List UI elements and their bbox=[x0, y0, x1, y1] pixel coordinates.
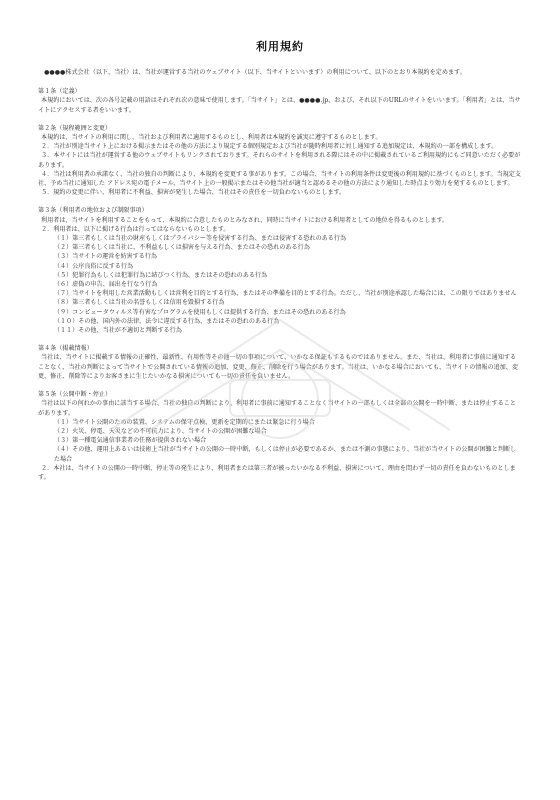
section-heading: 第３条（利用者の地位および制限事項） bbox=[38, 207, 148, 215]
list-item: （１）第三者もしくは当社の財産もしくはプライバシー等を侵害する行為、または侵害する恐れのある行為 bbox=[53, 235, 347, 243]
list-item: （５）犯罪行為もしくは犯罪行為に結びつく行為、またはその恐れのある行為 bbox=[53, 271, 268, 279]
section-paragraph: 利用者は、当サイトを利用することをもって、本規約に合意したものとみなされ、同時に当サイトにおける利用者としての地位を得るものとします。 bbox=[41, 216, 449, 224]
list-item: （６）虚偽の申告、届出を行なう行為 bbox=[53, 281, 158, 289]
list-item: （３）第一種電気通信事業者の任務が提供されない場合 bbox=[53, 437, 207, 445]
section-paragraph: ２．利用者は、以下に掲げる行為は行ってはならないものとします。 bbox=[41, 225, 230, 233]
section-paragraph: 本規約においては、次の各号記載の用語はそれぞれ次の意味で使用します。「当サイト」とは、●●●●.jp、および、それ以下のURLのサイトをいいます。「利用者」とは、当サイトにアクセスする者をいいます。 bbox=[38, 97, 521, 114]
section-paragraph: ２．当社が別途当サイト上における掲示またはその他の方法により規定する個別規定および当社が随時利用者に対し通知する追加規定は、本規約の一部を構成します。 bbox=[41, 143, 498, 151]
suspension-reasons-list bbox=[38, 418, 522, 464]
list-item: （４）その他、運用上あるいは技術上当社が当サイトの公開の一時中断、もしくは停止が必要であるか、または不測の事態により、当社が当サイトの公開が困難と判断した場合 bbox=[53, 446, 517, 463]
section-heading: 第１条（定義） bbox=[38, 88, 81, 96]
section-heading: 第２条（規程範囲と変更） bbox=[38, 124, 112, 132]
section-3 bbox=[38, 206, 522, 335]
list-item: （７）当サイトを利用した営業活動もしくは営利を目的とする行為、またはその準備を目的とする行為。ただし、当社が別途承認した場合には、この限りではありません bbox=[53, 290, 517, 298]
list-item: （９）コンピュータウィルス等有害なプログラムを使用もしくは提供する行為、またはその恐れのある行為 bbox=[53, 308, 346, 316]
section-paragraph: ５．規約の変更に伴い、利用者に不利益、損害が発生した場合、当社はその責任を一切負わないものとします。 bbox=[41, 189, 346, 197]
prohibited-acts-list bbox=[38, 234, 522, 335]
section-paragraph: ３．本サイトには当社が運営する他のウェブサイトもリンクされております。それらのサイトを利用される際にはその中に掲載されているご利用規約にもご同意いただく必要があります。 bbox=[38, 152, 521, 169]
section-heading: 第５条（公開中断・停止） bbox=[38, 391, 112, 399]
section-paragraph: ４．当社は利用者の承諾なく、当社の独自の判断により、本規約を変更する事があります。この場合、当サイトの利用条件は変更後の利用規約に基づくものとします。当規定支社、予め当社に通知した アドレス宛の電子メール、当サイト上の一般掲示またはその他当社が適当と認めるその他の方法により通知した時点より効力を発するものとします。 bbox=[38, 170, 521, 188]
list-item: （１１）その他、当社が不適切と判断する行為 bbox=[53, 327, 182, 335]
section-1 bbox=[38, 87, 522, 115]
section-paragraph: 当社は以下の何れかの事由に該当する場合、当社の独自の判断により、利用者に事前に通知することなく当サイトの一部もしくは全部の公開を一時中断、または停止することがあります。 bbox=[38, 400, 516, 417]
list-item: （８）第三者もしくは当社の名誉もしくは信用を毀損する行為 bbox=[53, 299, 225, 307]
document-title: 利用規約 bbox=[256, 40, 304, 53]
section-4 bbox=[38, 344, 522, 381]
list-item: （４）公序良俗に反する行為 bbox=[53, 262, 134, 270]
section-5 bbox=[38, 390, 522, 482]
section-heading: 第４条（掲載情報） bbox=[38, 345, 93, 353]
section-paragraph: ２．本社は、当サイトの公開の一時中断、停止等の発生により、利用者または第三者が被ったいかなる不利益、損害について、理由を問わず一切の責任を負わないものとします。 bbox=[38, 464, 516, 481]
list-item: （２）第三者もしくは当社に、不利益もしくは損害を与える行為、またはその恐れのある行為 bbox=[53, 244, 310, 252]
list-item: （２）火災、停電、天災などの不可抗力により、当サイトの公開が困難な場合 bbox=[53, 427, 267, 435]
intro-paragraph: ●●●●株式会社（以下、当社）は、当社が運営する当社のウェブサイト（以下、当サイトといいます）の利用について、以下のとおり本規約を定めます。 bbox=[44, 69, 466, 76]
list-item: （３）当サイトの運営を妨害する行為 bbox=[53, 253, 158, 261]
document-body bbox=[38, 68, 522, 491]
section-paragraph: 当社は、当サイトに掲載する情報の正確性、最新性、有用性等その他一切の事項について、いかなる保証もするものではありません。また、当社は、利用者に事前に通知することなく、当社の判断によって当サイトで公開されている情報の追加、変更、修正、削除を行う場合があります。当社は、いかなる場合においても、当サイトの情報の追加、変更、修正、削除等によりお客さまに生じたいかなる損害についても一切の責任を負いません。 bbox=[38, 354, 518, 380]
list-item: （１０）その他、国内外の法律、法令に違反する行為、またはその恐れのある行為 bbox=[53, 317, 280, 325]
section-2 bbox=[38, 124, 522, 198]
list-item: （１）当サイト公開のための装置、システムの保守点検、更新を定期的にまたは緊急に行う場合 bbox=[53, 418, 315, 426]
section-paragraph: 本規約は、当サイトの利用に関し、当社および利用者に適用するものとし、利用者は本規約を誠実に遵守するものとします。 bbox=[41, 134, 382, 142]
